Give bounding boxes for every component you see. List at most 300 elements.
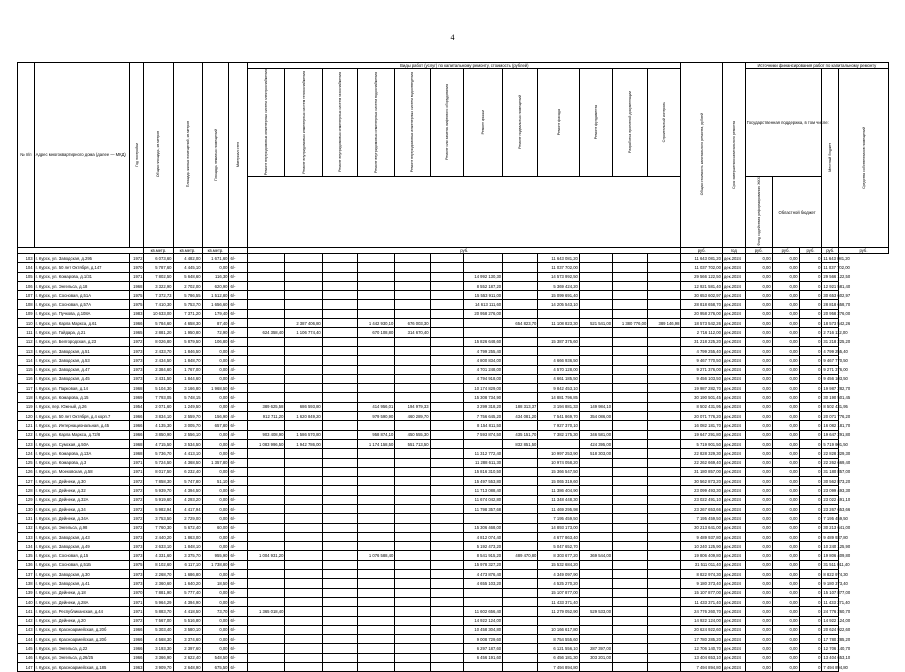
cell-total-cost: 17 780 285,20: [681, 635, 722, 644]
cell-work-6: [430, 263, 463, 272]
cell-work-5: [395, 421, 430, 430]
cell-work-4: 414 956,01: [358, 402, 395, 411]
cell-index: 125: [18, 458, 35, 467]
cell-year: 1963: [129, 663, 144, 672]
cell-region: 0: [799, 272, 822, 281]
cell-year: 1966: [129, 653, 144, 662]
cell-work-10: [579, 597, 612, 606]
cell-total-cost: 30 562 873,20: [681, 477, 722, 486]
cell-work-5: [395, 495, 430, 504]
cell-total-cost: 15 107 877,00: [681, 588, 722, 597]
cell-work-3: [322, 365, 357, 374]
cell-work-1: [248, 663, 285, 672]
cell-work-9: 3 194 881,33: [538, 402, 579, 411]
cell-area-nonresidential: 0,00: [202, 402, 229, 411]
cell-work-6: [430, 430, 463, 439]
cell-owners-funds: 8 822 974,30: [822, 570, 839, 579]
cell-deadline: дек.2024: [722, 393, 745, 402]
cell-work-6: [430, 291, 463, 300]
col-header-work-6: Ремонт или замена лифтового оборудования: [430, 69, 463, 177]
cell-area-residential: 2 397,60: [173, 644, 202, 653]
cell-total-cost: 19 987 282,70: [681, 384, 722, 393]
table-row: [18, 346, 889, 355]
cell-wall: 4/-: [229, 374, 248, 383]
cell-address: г. Курск, ул. Дейнеки, д.34: [34, 504, 129, 513]
cell-year: 1966: [129, 644, 144, 653]
cell-work-5: [395, 625, 430, 634]
cell-work-1: [248, 253, 285, 262]
cell-wall: 4/-: [229, 328, 248, 337]
cell-fund: 0,00: [772, 486, 799, 495]
cell-deadline: дек.2024: [722, 263, 745, 272]
cell-area-residential: 4 418,50: [173, 607, 202, 616]
cell-work-4: [358, 625, 395, 634]
cell-work-11: [613, 281, 648, 290]
cell-work-9: 7 494 894,80: [538, 663, 579, 672]
cell-work-1: 1 004 931,20: [248, 551, 285, 560]
cell-work-9: 8 754 555,60: [538, 635, 579, 644]
cell-work-10: [579, 514, 612, 523]
cell-wall: 4/-: [229, 412, 248, 421]
cell-owners-funds: 20 624 922,60: [822, 625, 839, 634]
table-row: [18, 653, 889, 662]
cell-work-1: [248, 625, 285, 634]
cell-index: 106: [18, 281, 35, 290]
cell-year: 1972: [129, 477, 144, 486]
cell-work-11: [613, 542, 648, 551]
cell-area-total: 4 135,30: [144, 421, 173, 430]
cell-wall: 6/-: [229, 625, 248, 634]
cell-work-9: [538, 328, 579, 337]
cell-work-7: 7 593 874,50: [463, 430, 502, 439]
cell-deadline: дек.2024: [722, 328, 745, 337]
cell-work-9: 4 570 128,00: [538, 365, 579, 374]
cell-year: 1975: [129, 300, 144, 309]
cell-work-2: [285, 495, 322, 504]
cell-year: 1983: [129, 309, 144, 318]
cell-work-9: [538, 616, 579, 625]
cell-work-6: [430, 384, 463, 393]
cell-area-residential: 4 445,10: [173, 263, 202, 272]
cell-work-12: [648, 588, 681, 597]
cell-work-3: [322, 291, 357, 300]
cell-work-3: [322, 421, 357, 430]
cell-state-support: 0,00: [745, 300, 772, 309]
cell-work-9: [538, 346, 579, 355]
cell-work-10: [579, 532, 612, 541]
cell-work-4: [358, 346, 395, 355]
cell-work-6: [430, 309, 463, 318]
cell-work-3: [322, 551, 357, 560]
cell-index: 115: [18, 365, 35, 374]
cell-area-residential: 1 844,60: [173, 374, 202, 383]
cell-total-cost: 18 573 542,26: [681, 319, 722, 328]
cell-work-3: [322, 328, 357, 337]
cell-area-residential: 1 249,50: [173, 402, 202, 411]
cell-area-total: 7 567,00: [144, 616, 173, 625]
cell-work-1: [248, 542, 285, 551]
cell-fund: 0,00: [772, 663, 799, 672]
unit-area-res: кв.метр.: [173, 247, 202, 253]
cell-area-nonresidential: 73,70: [202, 607, 229, 616]
cell-work-11: [613, 570, 648, 579]
cell-state-support: 0,00: [745, 523, 772, 532]
cell-fund: 0,00: [772, 346, 799, 355]
cell-work-5: [395, 374, 430, 383]
cell-region: 0: [799, 579, 822, 588]
cell-year: 1972: [129, 504, 144, 513]
cell-wall: 6/-: [229, 551, 248, 560]
cell-area-residential: 4 482,00: [173, 253, 202, 262]
cell-work-8: [503, 523, 538, 532]
cell-work-6: [430, 542, 463, 551]
cell-owners-funds: 11 037 702,00: [822, 263, 839, 272]
cell-state-support: 0,00: [745, 495, 772, 504]
cell-work-3: [322, 263, 357, 272]
cell-work-12: 389 146,98: [648, 319, 681, 328]
cell-area-nonresidential: 0,00: [202, 597, 229, 606]
cell-total-cost: 8 822 974,30: [681, 570, 722, 579]
cell-work-1: [248, 495, 285, 504]
cell-work-7: 15 816 310,50: [463, 467, 502, 476]
cell-work-8: [503, 309, 538, 318]
cell-area-nonresidential: 1 656,60: [202, 300, 229, 309]
cell-year: 1972: [129, 616, 144, 625]
cell-area-total: 2 384,60: [144, 365, 173, 374]
cell-address: г. Курск, ул. Заводская, д.41: [34, 579, 129, 588]
cell-region: 0: [799, 467, 822, 476]
cell-wall: 6/-: [229, 579, 248, 588]
cell-area-nonresidential: 1 671,60: [202, 253, 229, 262]
cell-work-3: [322, 644, 357, 653]
cell-fund: 0,00: [772, 532, 799, 541]
cell-state-support: 0,00: [745, 356, 772, 365]
cell-work-12: [648, 570, 681, 579]
cell-area-nonresidential: 18,50: [202, 579, 229, 588]
cell-work-1: [248, 514, 285, 523]
cell-index: 147: [18, 663, 35, 672]
table-row: [18, 588, 889, 597]
cell-work-11: [613, 365, 648, 374]
cell-work-11: [613, 616, 648, 625]
cell-work-1: [248, 644, 285, 653]
cell-work-9: 15 366 547,50: [538, 467, 579, 476]
cell-deadline: дек.2024: [722, 523, 745, 532]
cell-region: 0: [799, 570, 822, 579]
cell-work-2: [285, 281, 322, 290]
cell-year: 1954: [129, 402, 144, 411]
cell-work-11: [613, 588, 648, 597]
cell-wall: 6/-: [229, 458, 248, 467]
unit-state: руб.: [745, 247, 772, 253]
cell-state-support: 0,00: [745, 346, 772, 355]
cell-area-residential: 6 232,40: [173, 467, 202, 476]
cell-state-support: 0,00: [745, 291, 772, 300]
cell-area-total: 5 104,30: [144, 384, 173, 393]
cell-address: г. Курск, ул. Дейнеки, д.18: [34, 588, 129, 597]
cell-region: 0: [799, 421, 822, 430]
capital-repair-table: [17, 62, 889, 672]
cell-work-9: 10 997 253,90: [538, 449, 579, 458]
cell-area-total: 4 715,50: [144, 439, 173, 448]
cell-work-4: [358, 653, 395, 662]
cell-area-nonresidential: 116,30: [202, 272, 229, 281]
cell-index: 143: [18, 625, 35, 634]
cell-wall: 6/-: [229, 560, 248, 569]
cell-index: 135: [18, 551, 35, 560]
cell-area-nonresidential: 0,00: [202, 486, 229, 495]
cell-year: 1973: [129, 346, 144, 355]
cell-year: 1970: [129, 263, 144, 272]
cell-address: г. Курск, ул. Заводская, д.49: [34, 542, 129, 551]
cell-area-nonresidential: 0,00: [202, 467, 229, 476]
cell-work-5: [395, 635, 430, 644]
cell-work-10: [579, 588, 612, 597]
cell-state-support: 0,00: [745, 588, 772, 597]
cell-wall: 4/-: [229, 542, 248, 551]
cell-work-12: [648, 607, 681, 616]
cell-work-2: [285, 644, 322, 653]
cell-work-4: [358, 644, 395, 653]
cell-address: г. Курск, ул. Пучкова, д.108А: [34, 309, 129, 318]
cell-area-total: 5 787,60: [144, 263, 173, 272]
cell-work-6: [430, 570, 463, 579]
col-header-deadline: Срок завершения капитального ремонта: [722, 63, 745, 248]
cell-address: г. Курск, ул. Сосновая, д.51А: [34, 291, 129, 300]
cell-area-nonresidential: 0,00: [202, 430, 229, 439]
cell-total-cost: 30 213 641,00: [681, 523, 722, 532]
cell-state-support: 0,00: [745, 328, 772, 337]
cell-area-residential: 5 747,80: [173, 477, 202, 486]
cell-index: 112: [18, 337, 35, 346]
cell-work-2: [285, 393, 322, 402]
cell-area-residential: 2 648,90: [173, 663, 202, 672]
cell-area-residential: 5 516,80: [173, 616, 202, 625]
cell-area-nonresidential: 1 357,80: [202, 458, 229, 467]
cell-area-residential: 5 672,40: [173, 523, 202, 532]
cell-work-6: [430, 439, 463, 448]
cell-wall: 6/-: [229, 588, 248, 597]
cell-work-7: 11 312 772,40: [463, 449, 502, 458]
cell-work-10: 529 533,00: [579, 607, 612, 616]
table-row: [18, 253, 889, 262]
cell-work-7: 8 154 811,50: [463, 421, 502, 430]
cell-wall: 4/-: [229, 346, 248, 355]
cell-state-support: 0,00: [745, 272, 772, 281]
cell-work-7: 15 497 553,80: [463, 477, 502, 486]
cell-year: 1971: [129, 272, 144, 281]
cell-work-11: [613, 486, 648, 495]
cell-fund: 0,00: [772, 504, 799, 513]
cell-area-residential: 4 368,50: [173, 458, 202, 467]
cell-address: г. Курск, ул. Заводская, д.295: [34, 253, 129, 262]
cell-work-7: [463, 597, 502, 606]
cell-work-9: 11 386 404,90: [538, 486, 579, 495]
cell-work-9: 15 099 691,40: [538, 291, 579, 300]
cell-work-11: [613, 663, 648, 672]
cell-deadline: дек.2024: [722, 560, 745, 569]
cell-work-3: [322, 458, 357, 467]
cell-work-5: [395, 291, 430, 300]
cell-work-10: [579, 328, 612, 337]
cell-state-support: 0,00: [745, 597, 772, 606]
cell-area-nonresidential: 0,00: [202, 393, 229, 402]
cell-work-1: [248, 421, 285, 430]
cell-work-11: [613, 300, 648, 309]
cell-work-7: 15 553 911,00: [463, 291, 502, 300]
cell-wall: 6/-: [229, 523, 248, 532]
cell-work-7: [463, 588, 502, 597]
cell-work-4: [358, 356, 395, 365]
cell-work-12: [648, 365, 681, 374]
cell-total-cost: 20 624 922,60: [681, 625, 722, 634]
cell-owners-funds: 11 643 081,20: [822, 253, 839, 262]
cell-work-5: [395, 560, 430, 569]
table-row: [18, 663, 889, 672]
cell-work-10: [579, 477, 612, 486]
cell-work-7: 4 800 834,00: [463, 356, 502, 365]
cell-year: 1968: [129, 439, 144, 448]
cell-year: 1973: [129, 365, 144, 374]
cell-owners-funds: 16 082 181,70: [822, 421, 839, 430]
col-header-region: Областной бюджет: [772, 177, 822, 248]
col-header-year: Год постройки: [129, 63, 144, 248]
cell-fund: 0,00: [772, 356, 799, 365]
cell-area-residential: 4 417,94: [173, 504, 202, 513]
cell-work-6: [430, 421, 463, 430]
cell-region: 0: [799, 560, 822, 569]
cell-fund: 0,00: [772, 291, 799, 300]
cell-wall: 6/-: [229, 653, 248, 662]
cell-year: 1966: [129, 625, 144, 634]
cell-index: 122: [18, 430, 35, 439]
cell-owners-funds: 10 240 125,90: [822, 542, 839, 551]
cell-area-total: 5 724,50: [144, 458, 173, 467]
cell-work-8: [503, 607, 538, 616]
cell-owners-funds: 15 107 877,00: [822, 588, 839, 597]
cell-work-3: [322, 495, 357, 504]
cell-area-nonresidential: 0,00: [202, 504, 229, 513]
cell-region: 0: [799, 365, 822, 374]
cell-work-2: [285, 272, 322, 281]
cell-work-8: [503, 486, 538, 495]
cell-region: 0: [799, 523, 822, 532]
cell-fund: 0,00: [772, 588, 799, 597]
cell-work-7: [463, 253, 502, 262]
cell-work-5: [395, 281, 430, 290]
cell-work-1: [248, 291, 285, 300]
cell-owners-funds: 22 262 669,40: [822, 458, 839, 467]
cell-owners-funds: 7 494 894,80: [822, 663, 839, 672]
cell-work-2: [285, 486, 322, 495]
cell-area-nonresidential: 0,00: [202, 346, 229, 355]
cell-work-4: [358, 579, 395, 588]
cell-work-4: 979 590,90: [358, 412, 395, 421]
cell-work-2: [285, 504, 322, 513]
cell-owners-funds: 31 218 225,20: [822, 337, 839, 346]
col-header-work-4: Ремонт внутридомовых инженерных систем водоснабжения: [358, 69, 395, 177]
cell-work-3: [322, 616, 357, 625]
cell-area-nonresidential: 179,40: [202, 309, 229, 318]
cell-work-8: [503, 597, 538, 606]
cell-work-5: [395, 653, 430, 662]
table-row: [18, 393, 889, 402]
cell-work-7: 11 674 042,80: [463, 495, 502, 504]
cell-deadline: дек.2024: [722, 504, 745, 513]
cell-work-8: 435 151,70: [503, 430, 538, 439]
cell-address: г. Курск, ул. Энгельса, д.22: [34, 644, 129, 653]
cell-owners-funds: 28 818 658,70: [822, 300, 839, 309]
cell-area-nonresidential: 1 738,80: [202, 560, 229, 569]
cell-work-10: [579, 495, 612, 504]
cell-work-7: 14 992 130,30: [463, 272, 502, 281]
cell-work-11: [613, 579, 648, 588]
cell-owners-funds: 9 467 770,50: [822, 356, 839, 365]
cell-region: 0: [799, 607, 822, 616]
cell-work-4: [358, 616, 395, 625]
cell-owners-funds: 31 180 857,00: [822, 467, 839, 476]
cell-work-4: [358, 542, 395, 551]
cell-deadline: дек.2024: [722, 579, 745, 588]
cell-area-residential: 1 640,20: [173, 579, 202, 588]
cell-work-10: [579, 337, 612, 346]
cell-address: г. Курск, пер. Южный, д.26: [34, 402, 129, 411]
cell-work-6: [430, 477, 463, 486]
cell-work-1: [248, 356, 285, 365]
cell-total-cost: 23 267 653,66: [681, 504, 722, 513]
cell-work-2: [285, 607, 322, 616]
cell-index: 117: [18, 384, 35, 393]
cell-work-3: [322, 560, 357, 569]
cell-work-1: 1 365 018,40: [248, 607, 285, 616]
cell-work-3: [322, 384, 357, 393]
cell-work-2: [285, 551, 322, 560]
col-header-work-8: Ремонт подвальных помещений: [503, 69, 538, 177]
cell-work-7: 14 922 124,00: [463, 616, 502, 625]
cell-fund: 0,00: [772, 421, 799, 430]
cell-fund: 0,00: [772, 514, 799, 523]
cell-work-1: [248, 449, 285, 458]
cell-work-1: [248, 467, 285, 476]
cell-work-5: [395, 514, 430, 523]
cell-year: 1972: [129, 514, 144, 523]
cell-address: г. Курск, ул. Дейнеки, д.28А: [34, 597, 129, 606]
cell-index: 110: [18, 319, 35, 328]
cell-deadline: дек.2024: [722, 532, 745, 541]
cell-work-12: [648, 272, 681, 281]
cell-work-2: [285, 477, 322, 486]
cell-work-7: 11 798 357,68: [463, 504, 502, 513]
cell-work-10: [579, 300, 612, 309]
cell-region: 0: [799, 625, 822, 634]
cell-work-4: [358, 300, 395, 309]
cell-work-4: [358, 495, 395, 504]
cell-work-4: [358, 467, 395, 476]
cell-work-8: [503, 560, 538, 569]
cell-address: г. Курск, ул. Дейнеки, д.20: [34, 616, 129, 625]
cell-year: 1968: [129, 281, 144, 290]
cell-area-residential: 1 846,50: [173, 346, 202, 355]
cell-address: г. Курск, ул. Дейнеки, д.32А: [34, 495, 129, 504]
cell-state-support: 0,00: [745, 551, 772, 560]
cell-address: г. Курск, ул. Заводская, д.47: [34, 365, 129, 374]
cell-deadline: дек.2024: [722, 309, 745, 318]
cell-owners-funds: 30 653 602,97: [822, 291, 839, 300]
cell-deadline: дек.2024: [722, 486, 745, 495]
cell-work-5: [395, 477, 430, 486]
cell-total-cost: 12 706 140,70: [681, 644, 722, 653]
cell-work-5: [395, 663, 430, 672]
